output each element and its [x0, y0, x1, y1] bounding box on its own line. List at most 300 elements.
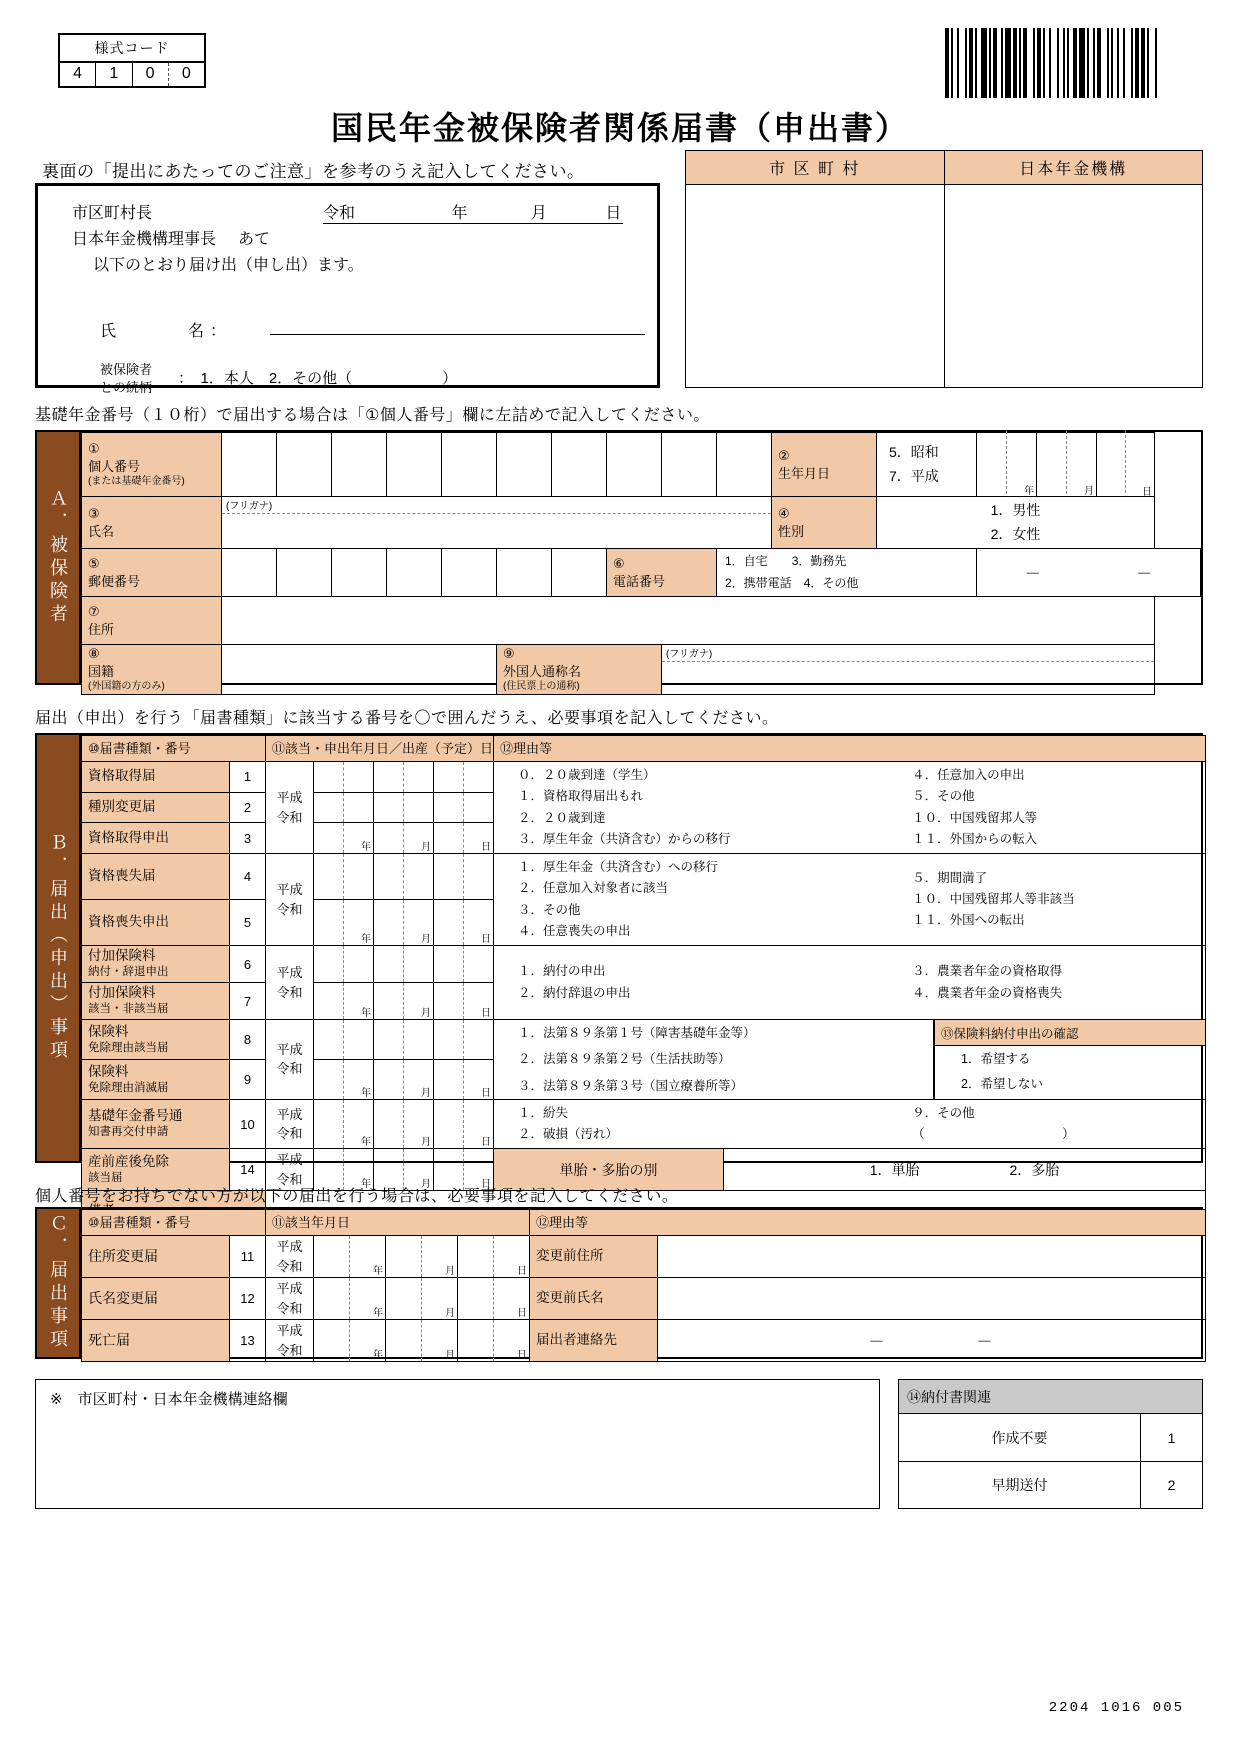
- b-header-date: ⑪該当・申出年月日／出産（予定）日: [266, 736, 494, 762]
- birth-era-showa: 5．昭和: [889, 443, 939, 460]
- b-reason-col-right: [892, 1103, 1205, 1146]
- c-date-label: 年: [373, 1350, 383, 1361]
- b-reason-cell: [494, 1099, 1206, 1149]
- field-7-label: 住所: [88, 621, 115, 637]
- field-2-number: ②: [778, 447, 790, 463]
- b-date-day-input[interactable]: [434, 762, 494, 793]
- form-code-digit-3: 0: [132, 63, 168, 86]
- office-blank-jps[interactable]: [945, 185, 1203, 387]
- b-era-heisei[interactable]: 平成: [276, 1041, 303, 1057]
- section-c-sidebar: [37, 1209, 81, 1357]
- b-era-cell[interactable]: [266, 1099, 314, 1149]
- c-date-label: 月: [445, 1308, 455, 1319]
- mynumber-digit-9[interactable]: [662, 433, 717, 497]
- birth-day-label: 日: [1142, 487, 1152, 498]
- b-type-sub: 該当・非該当届: [88, 1003, 169, 1016]
- c-reason-value[interactable]: [658, 1278, 1206, 1320]
- c-type-name[interactable]: 死亡届: [82, 1320, 230, 1362]
- date-month-label: 月: [530, 205, 547, 222]
- b-date-month-input[interactable]: [374, 946, 434, 983]
- b-date-label: 月: [421, 934, 431, 945]
- multiple-birth-label: 単胎・多胎の別: [494, 1149, 724, 1190]
- mynumber-digit-3[interactable]: [332, 433, 387, 497]
- postal-digit-3[interactable]: [332, 549, 387, 597]
- b-reason-left-0[interactable]: １．納付の申出: [518, 964, 606, 979]
- postal-digit-5[interactable]: [442, 549, 497, 597]
- relation-label-line1: 被保険者: [100, 362, 153, 377]
- form-code-digit-4: 0: [168, 63, 204, 86]
- field-4-number: ④: [778, 505, 790, 521]
- b-type-name[interactable]: 資格取得届: [82, 762, 230, 793]
- contact-note-box[interactable]: [35, 1379, 880, 1509]
- field-1-sublabel: (または基礎年金番号): [88, 476, 185, 488]
- b-type-number[interactable]: 7: [230, 983, 266, 1020]
- field-9-number: ⑨: [503, 646, 515, 661]
- office-col-jps: 日本年金機構: [945, 151, 1203, 185]
- field-1-number: ①: [88, 441, 100, 457]
- b-reason-col-right: [892, 961, 1205, 1004]
- b-date-year-input[interactable]: [314, 946, 374, 983]
- phone-mobile: 2．携帯電話: [725, 575, 792, 590]
- office-use-box: [685, 150, 1203, 388]
- field-13-label: ⑬保険料納付申出の確認: [935, 1020, 1205, 1046]
- office-blank-municipality[interactable]: [686, 185, 945, 387]
- b-date-year-input[interactable]: [314, 983, 374, 1020]
- b-date-label: 日: [481, 1008, 492, 1019]
- b-reason-col-left: [494, 765, 892, 850]
- contact-note-label: ※ 市区町村・日本年金機構連絡欄: [50, 1391, 288, 1408]
- address-input[interactable]: [222, 597, 1155, 645]
- birth-year-input[interactable]: [977, 433, 1037, 497]
- b-era-reiwa[interactable]: 令和: [276, 1171, 303, 1187]
- footer-code: 2204 1016 005: [1048, 1700, 1184, 1716]
- b-type-number[interactable]: 8: [230, 1020, 266, 1060]
- field-8-cell: [82, 645, 222, 695]
- c-type-number[interactable]: 12: [230, 1278, 266, 1320]
- mynumber-digit-5[interactable]: [442, 433, 497, 497]
- field-6-label: 電話番号: [613, 573, 666, 589]
- b-date-label: 日: [481, 1137, 492, 1149]
- field-3-number: ③: [88, 505, 100, 521]
- c-era-reiwa[interactable]: 令和: [276, 1258, 303, 1274]
- addressee-suffix: あて: [238, 231, 271, 248]
- field-7-number: ⑦: [88, 603, 100, 619]
- c-era-cell[interactable]: [266, 1236, 314, 1278]
- mynumber-digit-1[interactable]: [222, 433, 277, 497]
- office-col-municipality: 市 区 町 村: [686, 151, 945, 185]
- field-9-sublabel: (住民票上の通称): [503, 681, 580, 693]
- b-type-number[interactable]: 4: [230, 854, 266, 900]
- b-date-year-input[interactable]: [314, 1020, 374, 1060]
- b-type-name[interactable]: 基礎年金番号通 知書再交付申請: [82, 1099, 230, 1149]
- b-reason-cell: [494, 1020, 1206, 1100]
- b-reason-left-1[interactable]: ２．法第８９条第２号（生活扶助等）: [518, 1052, 731, 1067]
- field-5-number: ⑤: [88, 555, 100, 571]
- b-date-day-input[interactable]: [434, 1059, 494, 1099]
- nationality-input[interactable]: [222, 645, 497, 695]
- page-title: 国民年金被保険者関係届書（申出書）: [330, 109, 909, 147]
- b-date-year-input[interactable]: [314, 900, 374, 946]
- b-reason-left-2[interactable]: ３．法第８９条第３号（国立療養所等）: [518, 1078, 744, 1093]
- applicant-name-input[interactable]: [270, 334, 645, 335]
- b-reason-right-1[interactable]: （ ）: [912, 1127, 1075, 1141]
- b-era-reiwa[interactable]: 令和: [276, 1126, 303, 1141]
- payment-row-early-send[interactable]: [899, 1461, 1202, 1508]
- field-5-cell: [82, 549, 222, 597]
- field-6-cell: [607, 549, 717, 597]
- payment-row-0-value: 1: [1140, 1414, 1202, 1461]
- b-reason-left-1[interactable]: ２．破損（汚れ）: [518, 1127, 619, 1141]
- b-reason-col-left: [494, 961, 892, 1004]
- section-c-sidebar-label: Ｃ．届出事項: [48, 1214, 68, 1352]
- b-era-cell[interactable]: [266, 854, 314, 946]
- c-era-heisei[interactable]: 平成: [276, 1281, 303, 1296]
- b-date-day-input[interactable]: [434, 823, 494, 854]
- form-code-digits: [60, 63, 204, 86]
- c-reason-value[interactable]: － －: [658, 1320, 1206, 1362]
- field-1-cell: [82, 433, 222, 497]
- b-date-month-input[interactable]: [374, 854, 434, 900]
- c-date-day-input[interactable]: [458, 1320, 530, 1362]
- b-date-day-input[interactable]: [434, 900, 494, 946]
- b-date-month-input[interactable]: [374, 762, 434, 793]
- b-date-day-input[interactable]: [434, 1099, 494, 1149]
- b-type-name[interactable]: 保険料 免除理由消滅届: [82, 1059, 230, 1099]
- b-era-reiwa[interactable]: 令和: [276, 1061, 303, 1077]
- b-header-reason: ⑫理由等: [494, 736, 1206, 762]
- b-era-cell[interactable]: [266, 762, 314, 854]
- b-type-sub: 知書再交付申請: [88, 1126, 169, 1139]
- field-9-label: 外国人通称名: [503, 663, 582, 679]
- b-reason-left-0[interactable]: １．法第８９条第１号（障害基礎年金等）: [518, 1026, 756, 1040]
- b-type-number[interactable]: 2: [230, 792, 266, 823]
- b-date-year-input[interactable]: [314, 1059, 374, 1099]
- b-reason-right-0[interactable]: ９．その他: [912, 1105, 975, 1120]
- section-a: [35, 430, 1203, 693]
- c-era-reiwa[interactable]: 令和: [276, 1342, 303, 1358]
- b-date-label: 年: [361, 842, 371, 853]
- c-date-label: 月: [445, 1350, 455, 1361]
- birth-day-input[interactable]: [1097, 433, 1155, 497]
- declaration-date-line[interactable]: [323, 200, 623, 224]
- field-13-option-no[interactable]: 2．希望しない: [961, 1077, 1043, 1092]
- c-date-day-input[interactable]: [458, 1236, 530, 1278]
- postal-digit-7[interactable]: [552, 549, 607, 597]
- b-era-heisei[interactable]: 平成: [276, 790, 303, 805]
- section-b-sidebar: [37, 735, 81, 1161]
- c-header-type: ⑩届書種類・番号: [82, 1210, 266, 1236]
- mynumber-digit-6[interactable]: [497, 433, 552, 497]
- field-6-number: ⑥: [613, 555, 625, 571]
- b-era-reiwa[interactable]: 令和: [276, 984, 303, 1000]
- b-date-month-input[interactable]: [374, 1059, 434, 1099]
- b-date-day-input[interactable]: [434, 983, 494, 1020]
- c-date-year-input[interactable]: [314, 1320, 386, 1362]
- mynumber-digit-8[interactable]: [607, 433, 662, 497]
- field-4-cell: [772, 497, 877, 549]
- b-type-number[interactable]: 3: [230, 823, 266, 854]
- b-date-label: 日: [481, 842, 492, 853]
- addressee-municipality: 市区町村長: [72, 205, 153, 222]
- multiple-birth-single[interactable]: 1．単胎: [869, 1161, 920, 1178]
- b-type-name[interactable]: 種別変更届: [82, 792, 230, 823]
- section-a-sidebar-label: Ａ．被保険者: [48, 488, 68, 627]
- name-furigana-label: (フリガナ): [226, 501, 273, 512]
- b-date-label: 月: [421, 1087, 431, 1099]
- b-date-label: 年: [361, 934, 371, 945]
- c-type-name[interactable]: 氏名変更届: [82, 1278, 230, 1320]
- b-reason-left-3[interactable]: ３．厚生年金（共済含む）からの移行: [518, 831, 731, 846]
- relation-options[interactable]: ： 1．本人 2．その他（ ）: [178, 370, 458, 387]
- phone-dash-2: －: [1136, 566, 1153, 583]
- birth-era-heisei: 7．平成: [889, 467, 939, 484]
- date-day-label: 日: [605, 205, 622, 222]
- b-reason-left-1[interactable]: ２．任意加入対象者に該当: [518, 881, 669, 896]
- section-b: [35, 733, 1203, 1191]
- b-reason-right-2[interactable]: １１．外国への転出: [912, 913, 1025, 928]
- addressee-jps: 日本年金機構理事長: [72, 231, 217, 248]
- b-type-number[interactable]: 10: [230, 1099, 266, 1149]
- b-date-month-input[interactable]: [374, 823, 434, 854]
- payment-row-1-value: 2: [1140, 1462, 1202, 1508]
- c-date-label: 日: [517, 1350, 528, 1361]
- b-type-number[interactable]: 6: [230, 946, 266, 983]
- b-reason-cell: [494, 854, 1206, 946]
- b-type-name[interactable]: 付加保険料 納付・辞退申出: [82, 946, 230, 983]
- declaration-box: [35, 183, 660, 395]
- b-type-name[interactable]: 資格喪失申出: [82, 900, 230, 946]
- b-era-heisei[interactable]: 平成: [276, 1106, 303, 1122]
- b-date-year-input[interactable]: [314, 823, 374, 854]
- field-4-label: 性別: [778, 523, 805, 539]
- b-reason-left-0[interactable]: ０．２０歳到達（学生）: [518, 768, 656, 782]
- phone-home: 1．自宅: [725, 553, 768, 568]
- b-reason-right-1[interactable]: １０．中国残留邦人等非該当: [912, 891, 1075, 906]
- b-type-name[interactable]: 保険料 免除理由該当届: [82, 1020, 230, 1060]
- applicant-name-label: 氏 名：: [100, 323, 233, 340]
- form-code-box: [58, 33, 206, 88]
- b-reason-col-left: [494, 1103, 892, 1146]
- b-date-label: 年: [361, 1137, 371, 1149]
- field-3-cell: [82, 497, 222, 549]
- b-date-year-input[interactable]: [314, 792, 374, 823]
- b-date-label: 月: [421, 842, 431, 853]
- phone-other: 4．その他: [803, 575, 859, 590]
- b-date-label: 日: [481, 1179, 492, 1191]
- postal-digit-6[interactable]: [497, 549, 552, 597]
- b-date-month-input[interactable]: [374, 983, 434, 1020]
- c-date-year-input[interactable]: [314, 1278, 386, 1320]
- b-reason-left-2[interactable]: ３．その他: [518, 902, 581, 917]
- c-type-number[interactable]: 11: [230, 1236, 266, 1278]
- b-date-month-input[interactable]: [374, 1099, 434, 1149]
- field-2-label: 生年月日: [778, 465, 831, 481]
- b-era-reiwa[interactable]: 令和: [276, 809, 303, 825]
- b-date-label: 日: [481, 1087, 492, 1099]
- b-reason-right-1[interactable]: ５．その他: [912, 789, 975, 804]
- section-b-table: [81, 735, 1206, 1233]
- alias-input[interactable]: [662, 645, 1155, 695]
- b-type-sub: 該当届: [88, 1172, 123, 1184]
- b-type-number[interactable]: 14: [230, 1149, 266, 1191]
- b-date-year-input[interactable]: [314, 762, 374, 793]
- field-8-sublabel: (外国籍の方のみ): [88, 681, 165, 693]
- date-era: 令和: [323, 205, 356, 222]
- field-8-label: 国籍: [88, 663, 115, 679]
- b-reason-left-2[interactable]: ２．２０歳到達: [518, 810, 606, 825]
- c-reason-label: 届出者連絡先: [530, 1320, 658, 1362]
- gender-female: 2．女性: [990, 525, 1041, 542]
- c-era-reiwa[interactable]: 令和: [276, 1300, 303, 1316]
- c-date-month-input[interactable]: [386, 1236, 458, 1278]
- b-type-name[interactable]: 資格取得申出: [82, 823, 230, 854]
- c-date-year-input[interactable]: [314, 1236, 386, 1278]
- b-reason-right-0[interactable]: ３．農業者年金の資格取得: [912, 964, 1063, 979]
- section-a-table: [81, 432, 1201, 695]
- birth-month-label: 月: [1084, 486, 1094, 497]
- section-b-sidebar-label: Ｂ．届出（申出）事項: [48, 833, 68, 1063]
- b-reason-col-left: [494, 857, 892, 942]
- c-header-date: ⑪該当年月日: [266, 1210, 530, 1236]
- payment-related-header: ⑭納付書関連: [899, 1380, 1202, 1414]
- b-reason-left-0[interactable]: １．紛失: [518, 1105, 569, 1120]
- b-date-month-input[interactable]: [374, 900, 434, 946]
- b-date-label: 年: [361, 1179, 371, 1191]
- date-year-label: 年: [451, 205, 468, 222]
- lead-text-a: 基礎年金番号（１０桁）で届出する場合は「①個人番号」欄に左詰めで記入してください。: [35, 407, 710, 424]
- b-reason-left-1[interactable]: １．資格取得届出もれ: [518, 789, 644, 804]
- b-date-label: 月: [421, 1179, 431, 1191]
- b-date-day-input[interactable]: [434, 792, 494, 823]
- multiple-birth-multi[interactable]: 2．多胎: [1009, 1161, 1060, 1178]
- b-reason-right-3[interactable]: １１．外国からの転入: [912, 831, 1038, 846]
- field-3-label: 氏名: [88, 523, 115, 539]
- c-reason-label: 変更前氏名: [530, 1278, 658, 1320]
- field-9-cell: [497, 645, 662, 695]
- b-type-number[interactable]: 1: [230, 762, 266, 793]
- b-date-label: 月: [421, 1008, 431, 1019]
- field-2-cell: [772, 433, 877, 497]
- b-date-month-input[interactable]: [374, 792, 434, 823]
- b-date-day-input[interactable]: [434, 854, 494, 900]
- relation-label-line2: との続柄: [100, 380, 153, 395]
- b-era-heisei[interactable]: 平成: [276, 882, 303, 897]
- mynumber-digit-10[interactable]: [717, 433, 772, 497]
- b-reason-left-0[interactable]: １．厚生年金（共済含む）への移行: [518, 860, 719, 874]
- lead-text-b: 届出（申出）を行う「届書種類」に該当する番号を〇で囲んだうえ、必要事項を記入してください。: [35, 710, 779, 727]
- c-era-cell[interactable]: [266, 1278, 314, 1320]
- payment-row-0-label: 作成不要: [991, 1429, 1048, 1446]
- b-type-number[interactable]: 9: [230, 1059, 266, 1099]
- b-reason-right-0[interactable]: ４．任意加入の申出: [912, 768, 1025, 782]
- b-reason-left-1[interactable]: ２．納付辞退の申出: [518, 985, 631, 1000]
- phone-type-options[interactable]: [717, 549, 977, 597]
- postal-digit-2[interactable]: [277, 549, 332, 597]
- mynumber-digit-2[interactable]: [277, 433, 332, 497]
- section-c-table: [81, 1209, 1206, 1362]
- b-type-sub: 免除理由消滅届: [88, 1081, 169, 1094]
- postal-digit-1[interactable]: [222, 549, 277, 597]
- barcode: [945, 28, 1185, 98]
- gender-options[interactable]: [877, 497, 1155, 549]
- phone-number-input[interactable]: [977, 549, 1201, 597]
- b-reason-right-1[interactable]: ４．農業者年金の資格喪失: [912, 985, 1063, 1000]
- submission-notice: 裏面の「提出にあたってのご注意」を参考のうえ記入してください。: [42, 162, 585, 181]
- b-era-cell[interactable]: [266, 946, 314, 1020]
- phone-work: 3．勤務先: [791, 553, 847, 568]
- c-type-number[interactable]: 13: [230, 1320, 266, 1362]
- field-5-label: 郵便番号: [88, 573, 141, 589]
- b-date-day-input[interactable]: [434, 1020, 494, 1060]
- c-date-month-input[interactable]: [386, 1278, 458, 1320]
- mynumber-digit-4[interactable]: [387, 433, 442, 497]
- c-reason-value[interactable]: [658, 1236, 1206, 1278]
- b-date-label: 月: [421, 1137, 431, 1149]
- b-era-heisei[interactable]: 平成: [276, 1152, 303, 1168]
- b-type-number[interactable]: 5: [230, 900, 266, 946]
- c-date-month-input[interactable]: [386, 1320, 458, 1362]
- c-era-cell[interactable]: [266, 1320, 314, 1362]
- b-reason-col-right: [892, 765, 1205, 850]
- b-date-day-input[interactable]: [434, 946, 494, 983]
- c-date-label: 年: [373, 1266, 383, 1277]
- b-date-year-input[interactable]: [314, 854, 374, 900]
- alias-furigana-label: (フリガナ): [666, 649, 713, 660]
- postal-digit-4[interactable]: [387, 549, 442, 597]
- phone-dash-1: －: [1024, 566, 1041, 583]
- c-era-heisei[interactable]: 平成: [276, 1239, 303, 1254]
- b-date-label: 年: [361, 1008, 371, 1019]
- lead-text-c: 個人番号をお持ちでない方が以下の届出を行う場合は、必要事項を記入してください。: [35, 1188, 679, 1205]
- b-reason-right-0[interactable]: ５．期間満了: [912, 870, 988, 885]
- b-era-reiwa[interactable]: 令和: [276, 901, 303, 917]
- b-date-year-input[interactable]: [314, 1099, 374, 1149]
- name-input[interactable]: [222, 497, 772, 549]
- birth-month-input[interactable]: [1037, 433, 1097, 497]
- field-13-option-yes[interactable]: 1．希望する: [961, 1052, 1031, 1067]
- c-date-label: 日: [517, 1266, 528, 1277]
- c-date-label: 日: [517, 1308, 528, 1319]
- c-header-reason: ⑫理由等: [530, 1210, 1206, 1236]
- b-type-name[interactable]: 付加保険料 該当・非該当届: [82, 983, 230, 1020]
- b-date-month-input[interactable]: [374, 1020, 434, 1060]
- gender-male: 1．男性: [990, 501, 1041, 518]
- birth-era-options[interactable]: [877, 433, 977, 497]
- payment-row-no-creation[interactable]: [899, 1414, 1202, 1461]
- b-reason-left-3[interactable]: ４．任意喪失の申出: [518, 923, 631, 938]
- birth-year-label: 年: [1024, 486, 1034, 497]
- b-type-name[interactable]: 産前産後免除 該当届: [82, 1149, 230, 1191]
- b-date-label: 日: [481, 934, 492, 945]
- c-reason-label: 変更前住所: [530, 1236, 658, 1278]
- section-a-sidebar: [37, 432, 81, 683]
- form-code-digit-1: 4: [73, 65, 83, 82]
- b-reason-cell: [494, 762, 1206, 854]
- declaration-text: 以下のとおり届け出（申し出）ます。: [93, 257, 364, 274]
- b-type-name[interactable]: 資格喪失届: [82, 854, 230, 900]
- payment-row-1-label: 早期送付: [991, 1477, 1048, 1493]
- c-era-heisei[interactable]: 平成: [276, 1323, 303, 1338]
- b-reason-right-2[interactable]: １０．中国残留邦人等: [912, 810, 1038, 825]
- mynumber-digit-7[interactable]: [552, 433, 607, 497]
- b-date-label: 年: [361, 1087, 371, 1099]
- field-7-cell: [82, 597, 222, 645]
- b-reason-col-right: [892, 868, 1205, 932]
- b-era-cell[interactable]: [266, 1020, 314, 1100]
- c-date-day-input[interactable]: [458, 1278, 530, 1320]
- c-type-name[interactable]: 住所変更届: [82, 1236, 230, 1278]
- b-era-heisei[interactable]: 平成: [276, 965, 303, 980]
